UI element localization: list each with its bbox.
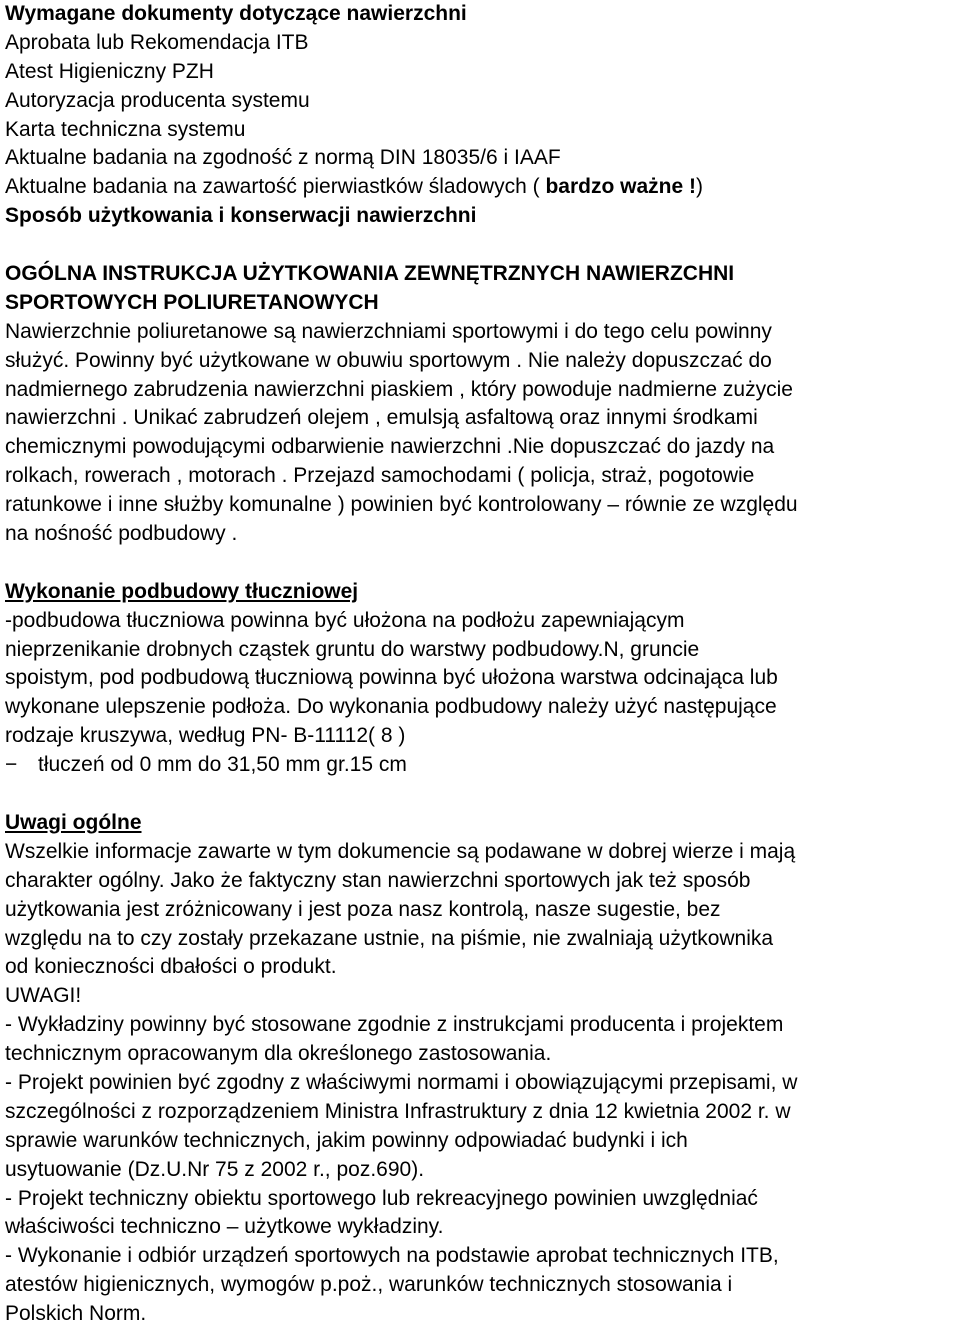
document-page — [5, 0, 957, 1329]
remarks-line: właściwości techniczno – użytkowe wykładziny. — [5, 1215, 444, 1239]
base-layer-line: nieprzenikanie drobnych cząstek gruntu do warstwy podbudowy.N, gruncie — [5, 637, 700, 661]
remarks-line: usytuowanie (Dz.U.Nr 75 z 2002 r., poz.690). — [5, 1157, 425, 1181]
usage-maintenance-section — [5, 202, 957, 549]
required-document-item: Karta techniczna systemu — [5, 117, 246, 141]
usage-paragraph-line: Nawierzchnie poliuretanowe są nawierzchniami sportowymi i do tego celu powinny — [5, 319, 772, 343]
usage-paragraph-line: chemicznymi powodującymi odbarwienie nawierzchni .Nie dopuszczać do jazdy na — [5, 435, 775, 459]
required-document-item-trace-elements — [5, 173, 957, 202]
usage-maintenance-title: Sposób użytkowania i konserwacji nawierzchni — [5, 204, 477, 228]
very-important-note: bardzo ważne ! — [545, 175, 696, 199]
base-layer-line: -podbudowa tłuczniowa powinna być ułożona na podłożu zapewniającym — [5, 608, 685, 632]
general-remarks-title: Uwagi ogólne — [5, 810, 142, 834]
usage-paragraph-line: ratunkowe i inne służby komunalne ) powinien być kontrolowany – równie ze względu — [5, 493, 798, 517]
required-document-item: Aktualne badania na zgodność z normą DIN 18035/6 i IAAF — [5, 146, 561, 170]
trace-elements-text: Aktualne badania na zawartość pierwiastków śladowych ( — [5, 175, 546, 199]
base-layer-line: rodzaje kruszywa, według PN- B-11112( 8 ) — [5, 724, 406, 748]
spacer — [5, 780, 957, 809]
remarks-line: użytkowania jest zróżnicowany i jest poza nasz kontrolą, nasze sugestie, bez — [5, 897, 721, 921]
required-documents-section — [5, 0, 957, 202]
base-layer-line: wykonane ulepszenie podłoża. Do wykonania podbudowy należy użyć następujące — [5, 695, 777, 719]
remarks-line: sprawie warunków technicznych, jakim powinny odpowiadać budynki i ich — [5, 1128, 688, 1152]
aggregate-item-text: tłuczeń od 0 mm do 31,50 mm gr.15 cm — [38, 753, 407, 777]
remarks-warning-label: UWAGI! — [5, 984, 82, 1008]
required-document-item: Autoryzacja producenta systemu — [5, 88, 310, 112]
required-document-item: Aprobata lub Rekomendacja ITB — [5, 30, 309, 54]
usage-paragraph-line: nawierzchni . Unikać zabrudzeń olejem , emulsją asfaltową oraz innymi środkami — [5, 406, 758, 430]
remarks-line: - Wykładziny powinny być stosowane zgodnie z instrukcjami producenta i projektem — [5, 1013, 784, 1037]
spacer — [5, 549, 957, 578]
general-instruction-heading: SPORTOWYCH POLIURETANOWYCH — [5, 290, 379, 314]
remarks-line: - Projekt powinien być zgodny z właściwymi normami i obowiązującymi przepisami, w — [5, 1070, 798, 1094]
remarks-line: od konieczności dbałości o produkt. — [5, 955, 337, 979]
remarks-line: względu na to czy zostały przekazane ustnie, na piśmie, nie zwalniają użytkownika — [5, 926, 774, 950]
remarks-line: - Wykonanie i odbiór urządzeń sportowych na podstawie aprobat technicznych ITB, — [5, 1244, 779, 1268]
remarks-line: szczególności z rozporządzeniem Ministra Infrastruktury z dnia 12 kwietnia 2002 r. w — [5, 1099, 791, 1123]
aggregate-list-item — [5, 751, 957, 780]
usage-paragraph-line: na nośność podbudowy . — [5, 522, 238, 546]
required-document-item: Atest Higieniczny PZH — [5, 59, 214, 83]
base-layer-section — [5, 578, 957, 780]
required-documents-title: Wymagane dokumenty dotyczące nawierzchni — [5, 2, 467, 25]
remarks-line: atestów higienicznych, wymogów p.poż., warunków technicznych stosowania i — [5, 1273, 733, 1297]
remarks-line: - Projekt techniczny obiektu sportowego lub rekreacyjnego powinien uwzględniać — [5, 1186, 758, 1210]
remarks-line: Polskich Norm. — [5, 1302, 147, 1326]
spacer — [5, 231, 957, 260]
remarks-line: Wszelkie informacje zawarte w tym dokumencie są podawane w dobrej wierze i mają — [5, 839, 796, 863]
remarks-line: technicznym opracowanym dla określonego zastosowania. — [5, 1042, 552, 1066]
dash-bullet: − — [5, 753, 18, 777]
usage-paragraph-line: nadmiernego zabrudzenia nawierzchni piaskiem , który powoduje nadmierne zużycie — [5, 377, 793, 401]
remarks-line: charakter ogólny. Jako że faktyczny stan nawierzchni sportowych jak też sposób — [5, 868, 751, 892]
usage-paragraph-line: służyć. Powinny być użytkowane w obuwiu sportowym . Nie należy dopuszczać do — [5, 348, 772, 372]
base-layer-title: Wykonanie podbudowy tłuczniowej — [5, 579, 359, 603]
usage-paragraph-line: rolkach, rowerach , motorach . Przejazd samochodami ( policja, straż, pogotowie — [5, 464, 755, 488]
general-instruction-heading: OGÓLNA INSTRUKCJA UŻYTKOWANIA ZEWNĘTRZNYCH NAWIERZCHNI — [5, 262, 735, 286]
trace-elements-close: ) — [695, 175, 703, 199]
base-layer-line: spoistym, pod podbudową tłuczniową powinna być ułożona warstwa odcinająca lub — [5, 666, 778, 690]
general-remarks-section — [5, 809, 957, 1329]
